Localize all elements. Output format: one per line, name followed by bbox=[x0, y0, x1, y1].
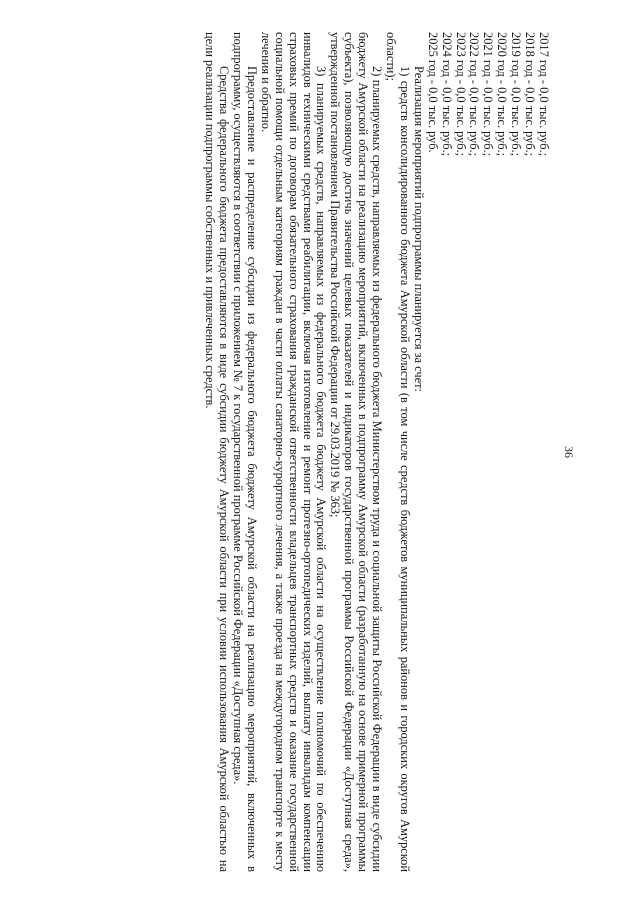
funding-year-line: 2025 год - 0,0 тыс. руб. bbox=[425, 32, 440, 153]
funding-year-line: 2023 год - 0,0 тыс. руб.; bbox=[453, 32, 468, 157]
paragraph-item-3: 3) планируемых средств, направляемых из федерального бюджета бюджету Амурской области на осуществление полномочий по обеспечению инвалидов техническими средствами реабилитации, включая изготовление и ремонт протезно-ортопедических изделий, выплату инвалидам компенсации страховых премий по договорам обязательного страхования гражданской ответственности владельцев транспортных средств и оказание государственной социальной помощи отдельным категориям граждан в части оплаты санаторно-курортного лечения, а также проезда на междугородном транспорте к месту лечения и обратно. bbox=[258, 32, 329, 872]
funding-year-line: 2019 год - 0,0 тыс. руб.; bbox=[509, 32, 524, 157]
paragraph-item-1: 1) средств консолидированного бюджета Амурской области (в том числе средств бюджетов муниципальных районов и городских округов Амурской области); bbox=[384, 32, 412, 872]
paragraph-federal-funds: Средства федерального бюджета предоставляются в виде субсидии бюджету Амурской области при условии использования Амурской областью на цели реализации подпрограммы собственных и привлеченных средств. bbox=[203, 32, 232, 872]
funding-by-year-list bbox=[425, 32, 550, 872]
funding-year-line: 2017 год - 0,0 тыс. руб.; bbox=[537, 32, 551, 157]
paragraph-intro: Реализация мероприятий подпрограммы планируется за счет: bbox=[411, 66, 426, 392]
funding-year-line: 2022 год - 0,0 тыс. руб.; bbox=[467, 32, 482, 157]
funding-year-line: 2021 год - 0,0 тыс. руб.; bbox=[481, 32, 496, 157]
funding-year-line: 2020 год - 0,0 тыс. руб.; bbox=[495, 32, 510, 157]
paragraph-item-2: 2) планируемых средств, направляемых из федерального бюджета Министерством труда и социальной защиты Российской Федерации в виде субсидии бюджету Амурской области на реализацию мероприятий, включенных в подпрограмму Амурской области (разработанную на основе примерной программы субъекта), позволяющую достичь значений целевых показателей и индикаторов государственной программы Российской Федерации «Доступная среда», утвержденной постановлением Правительства Российской Федерации от 29.03.2019 № 363; bbox=[328, 32, 385, 872]
funding-year-line: 2018 год - 0,0 тыс. руб.; bbox=[523, 32, 538, 157]
funding-year-line: 2024 год - 0,0 тыс. руб.; bbox=[439, 32, 454, 157]
paragraph-subsidy-distribution: Предоставление и распределение субсидии из федерального бюджета бюджету Амурской области на реализацию мероприятий, включенных в подпрограмму, осуществляются в соответствии с приложением № 7 к государственной программе Российской Федерации «Доступная среда». bbox=[231, 32, 259, 872]
document-body bbox=[202, 32, 550, 872]
rotated-page bbox=[76, 32, 576, 872]
page-number: 36 bbox=[562, 446, 576, 458]
